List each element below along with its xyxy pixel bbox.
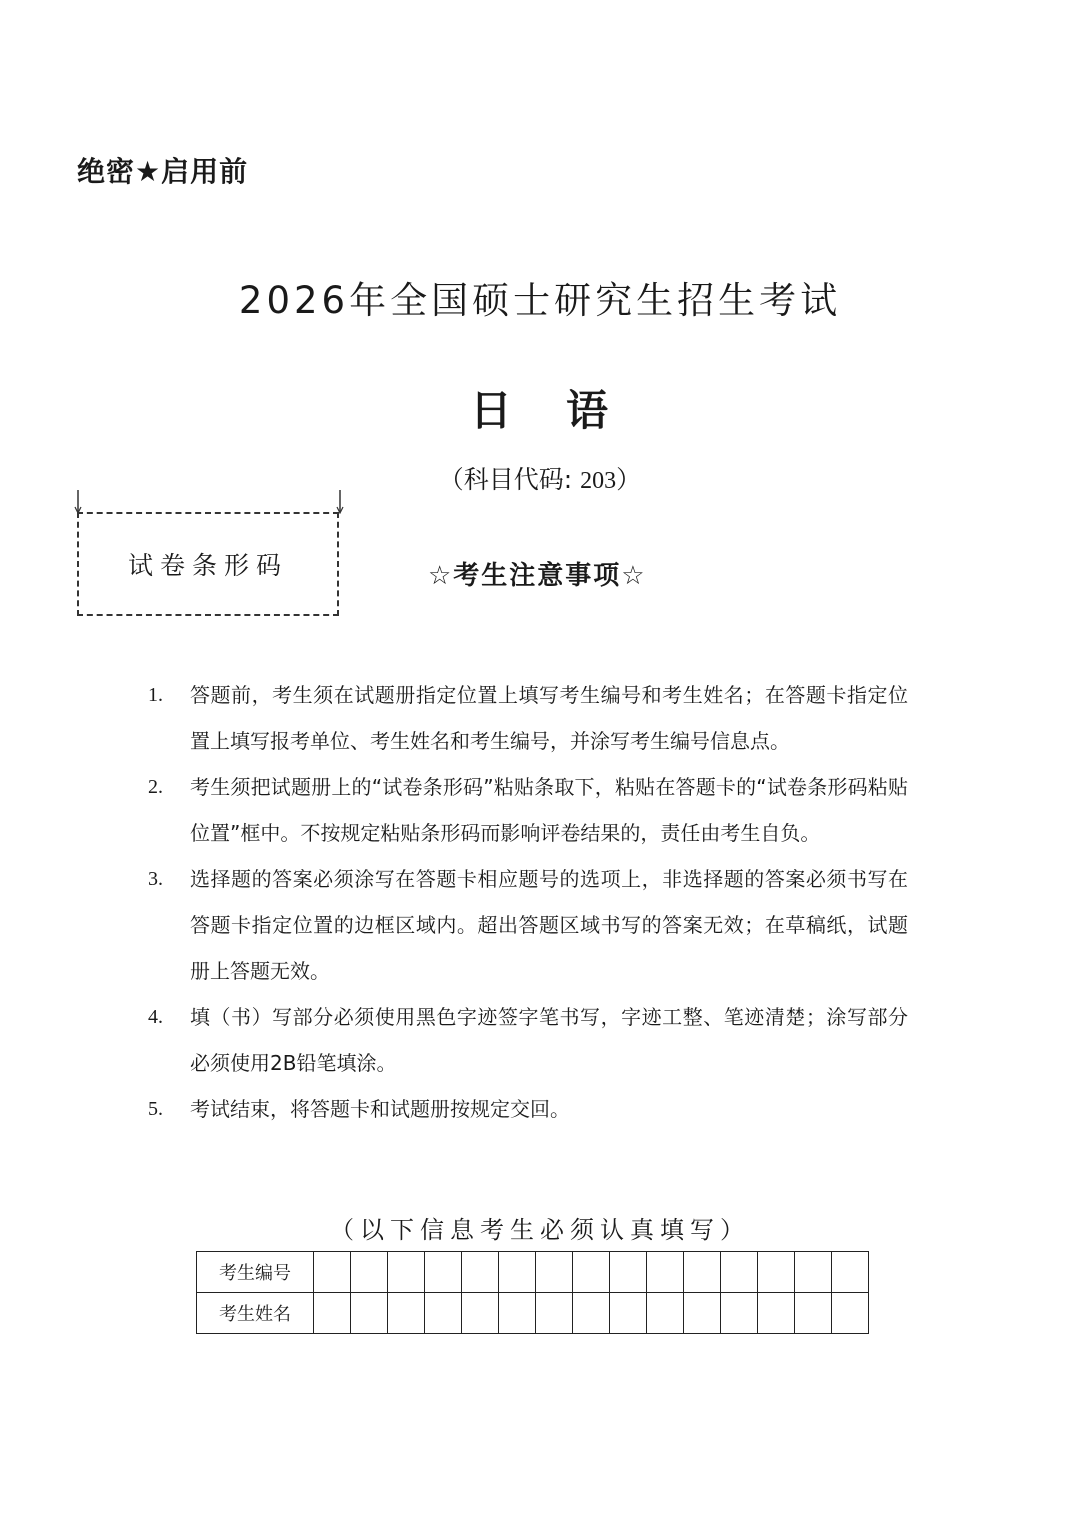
candidate-name-cell[interactable]: [795, 1293, 832, 1334]
notice-item-number: 2.: [148, 776, 163, 798]
subject-code-line: [0, 460, 1080, 496]
candidate-name-cell[interactable]: [425, 1293, 462, 1334]
notice-list: [148, 672, 908, 1132]
candidate-name-cell[interactable]: [388, 1293, 425, 1334]
notice-item: [148, 672, 908, 764]
exam-title: 2026年全国硕士研究生招生考试: [238, 279, 842, 322]
candidate-name-cell[interactable]: [758, 1293, 795, 1334]
candidate-name-cell[interactable]: [314, 1293, 351, 1334]
candidate-number-cell[interactable]: [388, 1252, 425, 1293]
candidate-name-cell[interactable]: [351, 1293, 388, 1334]
candidate-number-cell[interactable]: [536, 1252, 573, 1293]
arrow-down-icon: [74, 490, 82, 514]
candidate-name-cell[interactable]: [462, 1293, 499, 1334]
candidate-name-label: 考生姓名: [197, 1293, 314, 1334]
notice-item-number: 1.: [148, 684, 163, 706]
notice-item-text: 填（书）写部分必须使用黑色字迹签字笔书写，字迹工整、笔迹清楚；涂写部分必须使用2B铅笔填涂。: [190, 1005, 908, 1075]
subject-title: [0, 378, 1080, 438]
candidate-number-cell[interactable]: [758, 1252, 795, 1293]
notice-item: [148, 856, 908, 994]
subject-code-prefix: （科目代码:: [438, 465, 581, 494]
candidate-number-cell[interactable]: [351, 1252, 388, 1293]
notice-item: [148, 1086, 908, 1132]
form-caption: （以下信息考生必须认真填写）: [330, 1216, 750, 1244]
candidate-number-row: [197, 1252, 869, 1293]
notice-item: [148, 764, 908, 856]
candidate-number-cell[interactable]: [832, 1252, 869, 1293]
candidate-number-cell[interactable]: [610, 1252, 647, 1293]
candidate-name-cell[interactable]: [499, 1293, 536, 1334]
notice-item: [148, 994, 908, 1086]
candidate-number-cell[interactable]: [684, 1252, 721, 1293]
candidate-number-cell[interactable]: [425, 1252, 462, 1293]
notice-item-number: 5.: [148, 1098, 163, 1120]
candidate-name-cell[interactable]: [573, 1293, 610, 1334]
candidate-number-cell[interactable]: [721, 1252, 758, 1293]
subject-char-1: 日: [469, 386, 514, 435]
candidate-number-cell[interactable]: [647, 1252, 684, 1293]
candidate-number-label: 考生编号: [197, 1252, 314, 1293]
candidate-number-cell[interactable]: [499, 1252, 536, 1293]
subject-code-suffix: ）: [616, 465, 642, 494]
notice-item-number: 4.: [148, 1006, 163, 1028]
candidate-name-row: [197, 1293, 869, 1334]
barcode-label: 试卷条形码: [127, 551, 288, 580]
candidate-number-cell[interactable]: [314, 1252, 351, 1293]
barcode-placeholder: [77, 512, 339, 616]
subject-char-2: 语: [566, 386, 611, 435]
confidential-label: 绝密★启用前: [77, 155, 249, 188]
candidate-number-cell[interactable]: [573, 1252, 610, 1293]
candidate-name-cell[interactable]: [832, 1293, 869, 1334]
notice-item-text: 答题前，考生须在试题册指定位置上填写考生编号和考生姓名；在答题卡指定位置上填写报考单位、考生姓名和考生编号，并涂写考生编号信息点。: [190, 683, 908, 753]
notice-title: ☆考生注意事项☆: [428, 561, 647, 591]
notice-item-number: 3.: [148, 868, 163, 890]
candidate-name-cell[interactable]: [721, 1293, 758, 1334]
subject-code: 203: [580, 468, 617, 494]
candidate-name-cell[interactable]: [647, 1293, 684, 1334]
notice-item-text: 考试结束，将答题卡和试题册按规定交回。: [190, 1097, 570, 1121]
arrow-down-icon: [336, 490, 344, 514]
candidate-name-cell[interactable]: [610, 1293, 647, 1334]
notice-item-text: 选择题的答案必须涂写在答题卡相应题号的选项上，非选择题的答案必须书写在答题卡指定位置的边框区域内。超出答题区域书写的答案无效；在草稿纸，试题册上答题无效。: [190, 867, 908, 983]
candidate-number-cell[interactable]: [795, 1252, 832, 1293]
candidate-info-table: [196, 1251, 869, 1334]
candidate-name-cell[interactable]: [536, 1293, 573, 1334]
candidate-name-cell[interactable]: [684, 1293, 721, 1334]
candidate-number-cell[interactable]: [462, 1252, 499, 1293]
notice-item-text: 考生须把试题册上的“试卷条形码”粘贴条取下，粘贴在答题卡的“试卷条形码粘贴位置”框中。不按规定粘贴条形码而影响评卷结果的，责任由考生自负。: [190, 775, 908, 845]
